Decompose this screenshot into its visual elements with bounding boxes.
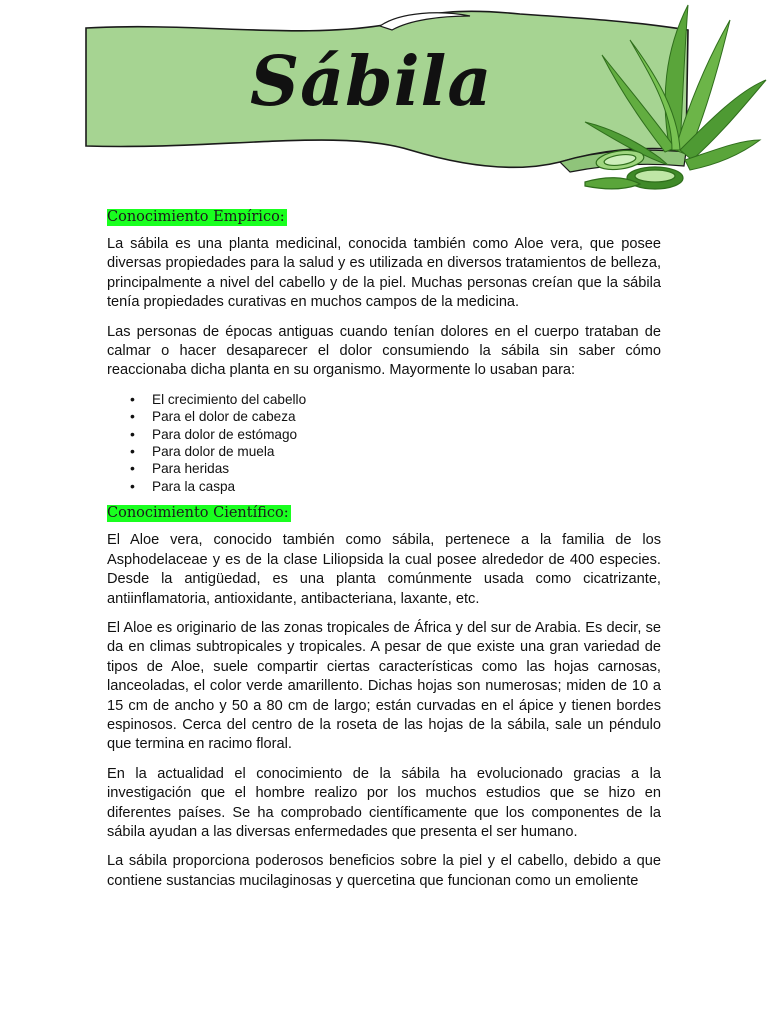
bullet-list (107, 391, 661, 495)
list-item: • El crecimiento del cabello (152, 391, 661, 408)
paragraph: La sábila proporciona poderosos beneficios sobre la piel y el cabello, debido a que contiene sustancias mucilaginosas y quercetina que funcionan como un emoliente (107, 853, 661, 889)
list-item: • Para el dolor de cabeza (152, 408, 661, 425)
paragraph: El Aloe es originario de las zonas tropicales de África y del sur de Arabia. Es decir, se da en climas subtropicales y tropicales. A pesar de que existe una gran variedad de tipos de Aloe, suele compartir ciertas características como las hojas carnosas, lanceoladas, el color verde amarillento. Dichas hojas son numerosas; miden de 10 a 15 cm de ancho y 50 a 80 cm de largo; están curvadas en el ápice y tienen bordes espinosos. Cerca del centro de la roseta de las hojas de la sábila, sale un péndulo que termina en racimo floral. (107, 619, 661, 753)
section-cientifico (107, 504, 661, 891)
paragraph: La sábila es una planta medicinal, conocida también como Aloe vera, que posee diversas propiedades para la salud y es utilizada en diversos tratamientos de belleza, principalmente a nivel del cabello y de la piel. Muchas personas creían que la sábila tenía propiedades curativas en muchos campos de la medicina. (107, 236, 661, 311)
aloe-plant-icon (580, 0, 768, 200)
list-item: • Para heridas (152, 460, 661, 477)
list-item: • Para dolor de estómago (152, 426, 661, 443)
section-heading: Conocimiento Científico: (107, 505, 289, 522)
list-item: • Para la caspa (152, 478, 661, 495)
section-empirico (107, 208, 661, 495)
paragraph: En la actualidad el conocimiento de la sábila ha evolucionado gracias a la investigación que el hombre realizo por los muchos estudios que se hizo en diferentes países. Se ha comprobado científicamente que los componentes de la sábila ayudan a las diversas enfermedades que presenta el ser humano. (107, 765, 661, 840)
list-item: • Para dolor de muela (152, 443, 661, 460)
paragraph: Las personas de épocas antiguas cuando tenían dolores en el cuerpo trataban de calmar o hacer desaparecer el dolor consumiendo la sábila sin saber cómo reaccionaba dicha planta en su organismo. Mayormente lo usaban para: (107, 323, 661, 379)
paragraph: El Aloe vera, conocido también como sábila, pertenece a la familia de los Asphodelaceae y es de la clase Liliopsida la cual posee alrededor de 400 especies. Desde la antigüedad, es una planta comúnmente usada como cicatrizante, antiinflamatoria, antioxidante, antibacteriana, laxante, etc. (107, 532, 661, 607)
section-heading: Conocimiento Empírico: (107, 209, 285, 225)
document-body (107, 208, 661, 901)
page-title: Sábila (250, 42, 493, 122)
